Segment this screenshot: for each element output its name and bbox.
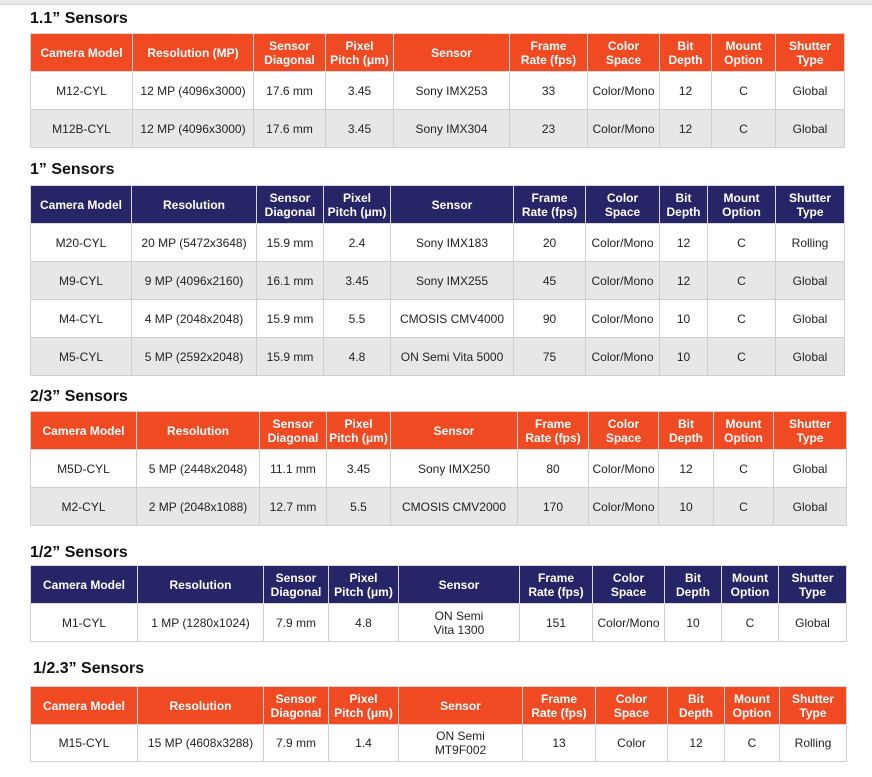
column-header: Pixel Pitch (μm) — [329, 687, 399, 725]
column-header: Resolution — [138, 687, 264, 725]
column-header: Sensor Diagonal — [260, 412, 327, 450]
column-header: Color Space — [588, 34, 660, 72]
column-header: Sensor Diagonal — [264, 687, 329, 725]
column-header: Color Space — [593, 566, 665, 604]
table-cell: 12 MP (4096x3000) — [133, 72, 254, 110]
table-cell: Color/Mono — [586, 224, 660, 262]
table-header-row — [31, 186, 845, 224]
table-cell: 10 — [665, 604, 722, 642]
table-cell: 12 MP (4096x3000) — [133, 110, 254, 148]
section-title-1-1-inch: 1.1” Sensors — [30, 10, 128, 27]
column-header: Shutter Type — [776, 34, 845, 72]
column-header: Sensor — [399, 566, 520, 604]
table-cell: ON Semi MT9F002 — [399, 725, 523, 762]
table-cell: 20 MP (5472x3648) — [132, 224, 257, 262]
table-cell: 15.9 mm — [257, 224, 324, 262]
table-cell: Color/Mono — [588, 110, 660, 148]
column-header: Frame Rate (fps) — [510, 34, 588, 72]
column-header: Resolution — [137, 412, 260, 450]
column-header: Mount Option — [714, 412, 774, 450]
table-cell: 33 — [510, 72, 588, 110]
table-row — [31, 450, 847, 488]
column-header: Mount Option — [712, 34, 776, 72]
table-cell: 10 — [660, 300, 708, 338]
section-title-1-inch: 1” Sensors — [30, 161, 115, 178]
column-header: Pixel Pitch (μm) — [327, 412, 391, 450]
table-header-row — [31, 566, 847, 604]
column-header: Sensor — [394, 34, 510, 72]
table-cell: 7.9 mm — [264, 604, 329, 642]
table-row — [31, 110, 845, 148]
table-cell: 90 — [514, 300, 586, 338]
column-header: Camera Model — [31, 566, 138, 604]
table-cell: C — [714, 488, 774, 526]
table-cell: C — [712, 72, 776, 110]
table-cell: 3.45 — [326, 72, 394, 110]
table-cell: 12 — [660, 110, 712, 148]
table-cell: Color/Mono — [593, 604, 665, 642]
table-cell: 4.8 — [329, 604, 399, 642]
column-header: Frame Rate (fps) — [518, 412, 589, 450]
sensor-table-1-2-3-inch — [30, 686, 847, 762]
table-header-row — [31, 687, 847, 725]
table-cell: ON Semi Vita 1300 — [399, 604, 520, 642]
table-cell: Global — [776, 72, 845, 110]
sensor-table-1-2-inch — [30, 565, 847, 642]
table-cell: Global — [776, 262, 845, 300]
column-header: Mount Option — [722, 566, 779, 604]
column-header: Resolution — [132, 186, 257, 224]
table-cell: 15.9 mm — [257, 300, 324, 338]
table-cell: Color/Mono — [586, 300, 660, 338]
table-cell: Global — [774, 450, 847, 488]
table-cell: 1.4 — [329, 725, 399, 762]
column-header: Mount Option — [725, 687, 780, 725]
table-cell: 3.45 — [327, 450, 391, 488]
section-title-1-2-inch: 1/2” Sensors — [30, 544, 128, 561]
sensor-table-1-inch — [30, 185, 845, 376]
section-title-1-2-3-inch: 1/2.3” Sensors — [33, 660, 145, 677]
table-cell: 5.5 — [327, 488, 391, 526]
column-header: Resolution (MP) — [133, 34, 254, 72]
column-header: Pixel Pitch (μm) — [329, 566, 399, 604]
column-header: Bit Depth — [665, 566, 722, 604]
column-header: Shutter Type — [774, 412, 847, 450]
table-cell: 12 — [660, 72, 712, 110]
table-cell: 5 MP (2448x2048) — [137, 450, 260, 488]
table-cell: 10 — [660, 338, 708, 376]
table-cell: 12 — [668, 725, 725, 762]
column-header: Shutter Type — [779, 566, 847, 604]
table-row — [31, 725, 847, 762]
table-cell: 12 — [659, 450, 714, 488]
column-header: Pixel Pitch (μm) — [324, 186, 391, 224]
table-cell: Global — [774, 488, 847, 526]
column-header: Camera Model — [31, 34, 133, 72]
table-cell: 3.45 — [324, 262, 391, 300]
table-cell: C — [722, 604, 779, 642]
table-cell: 12 — [660, 262, 708, 300]
table-cell: Color/Mono — [589, 450, 659, 488]
table-cell: 16.1 mm — [257, 262, 324, 300]
table-cell: M12-CYL — [31, 72, 133, 110]
table-cell: M9-CYL — [31, 262, 132, 300]
column-header: Frame Rate (fps) — [520, 566, 593, 604]
table-cell: M5D-CYL — [31, 450, 137, 488]
column-header: Color Space — [586, 186, 660, 224]
column-header: Bit Depth — [660, 34, 712, 72]
table-cell: 80 — [518, 450, 589, 488]
column-header: Color Space — [589, 412, 659, 450]
table-row — [31, 262, 845, 300]
table-cell: Color/Mono — [586, 338, 660, 376]
table-cell: 13 — [523, 725, 596, 762]
table-cell: 5.5 — [324, 300, 391, 338]
table-cell: C — [708, 224, 776, 262]
table-cell: Color — [596, 725, 668, 762]
table-cell: Rolling — [780, 725, 847, 762]
table-cell: 45 — [514, 262, 586, 300]
table-cell: Sony IMX253 — [394, 72, 510, 110]
table-cell: 170 — [518, 488, 589, 526]
table-cell: M12B-CYL — [31, 110, 133, 148]
table-cell: 75 — [514, 338, 586, 376]
column-header: Camera Model — [31, 687, 138, 725]
column-header: Camera Model — [31, 412, 137, 450]
section-title-2-3-inch: 2/3” Sensors — [30, 388, 128, 405]
table-cell: 2.4 — [324, 224, 391, 262]
table-cell: M2-CYL — [31, 488, 137, 526]
table-cell: 1 MP (1280x1024) — [138, 604, 264, 642]
table-cell: M20-CYL — [31, 224, 132, 262]
column-header: Sensor — [399, 687, 523, 725]
table-cell: 3.45 — [326, 110, 394, 148]
column-header: Bit Depth — [668, 687, 725, 725]
table-cell: Sony IMX304 — [394, 110, 510, 148]
column-header: Color Space — [596, 687, 668, 725]
table-cell: Color/Mono — [586, 262, 660, 300]
table-cell: ON Semi Vita 5000 — [391, 338, 514, 376]
sensor-table-2-3-inch — [30, 411, 847, 526]
table-cell: M1-CYL — [31, 604, 138, 642]
table-row — [31, 300, 845, 338]
sensor-table-1-1-inch — [30, 33, 845, 148]
column-header: Shutter Type — [776, 186, 845, 224]
table-cell: 20 — [514, 224, 586, 262]
table-cell: Rolling — [776, 224, 845, 262]
table-cell: C — [725, 725, 780, 762]
table-cell: C — [708, 262, 776, 300]
column-header: Frame Rate (fps) — [514, 186, 586, 224]
table-cell: M5-CYL — [31, 338, 132, 376]
table-cell: Sony IMX255 — [391, 262, 514, 300]
table-cell: C — [708, 338, 776, 376]
column-header: Sensor Diagonal — [254, 34, 326, 72]
table-cell: Global — [776, 110, 845, 148]
table-cell: 15 MP (4608x3288) — [138, 725, 264, 762]
table-cell: C — [712, 110, 776, 148]
column-header: Mount Option — [708, 186, 776, 224]
column-header: Camera Model — [31, 186, 132, 224]
column-header: Resolution — [138, 566, 264, 604]
table-row — [31, 72, 845, 110]
table-cell: CMOSIS CMV2000 — [391, 488, 518, 526]
table-cell: 2 MP (2048x1088) — [137, 488, 260, 526]
table-row — [31, 338, 845, 376]
table-cell: 4 MP (2048x2048) — [132, 300, 257, 338]
column-header: Shutter Type — [780, 687, 847, 725]
column-header: Sensor Diagonal — [264, 566, 329, 604]
table-cell: Global — [776, 338, 845, 376]
table-cell: 4.8 — [324, 338, 391, 376]
table-cell: Sony IMX183 — [391, 224, 514, 262]
table-cell: 23 — [510, 110, 588, 148]
table-cell: 15.9 mm — [257, 338, 324, 376]
table-cell: Sony IMX250 — [391, 450, 518, 488]
table-cell: 10 — [659, 488, 714, 526]
column-header: Sensor Diagonal — [257, 186, 324, 224]
table-row — [31, 488, 847, 526]
table-cell: 12 — [660, 224, 708, 262]
table-header-row — [31, 34, 845, 72]
table-cell: 5 MP (2592x2048) — [132, 338, 257, 376]
table-cell: Global — [779, 604, 847, 642]
table-cell: M4-CYL — [31, 300, 132, 338]
table-cell: Global — [776, 300, 845, 338]
table-cell: CMOSIS CMV4000 — [391, 300, 514, 338]
table-cell: 7.9 mm — [264, 725, 329, 762]
column-header: Frame Rate (fps) — [523, 687, 596, 725]
column-header: Sensor — [391, 412, 518, 450]
column-header: Bit Depth — [660, 186, 708, 224]
table-cell: 12.7 mm — [260, 488, 327, 526]
column-header: Bit Depth — [659, 412, 714, 450]
table-cell: 17.6 mm — [254, 110, 326, 148]
table-row — [31, 224, 845, 262]
table-cell: Color/Mono — [589, 488, 659, 526]
table-cell: 151 — [520, 604, 593, 642]
table-cell: 17.6 mm — [254, 72, 326, 110]
table-cell: C — [708, 300, 776, 338]
column-header: Pixel Pitch (μm) — [326, 34, 394, 72]
table-cell: M15-CYL — [31, 725, 138, 762]
table-cell: C — [714, 450, 774, 488]
table-cell: 11.1 mm — [260, 450, 327, 488]
column-header: Sensor — [391, 186, 514, 224]
page-top-border — [0, 0, 872, 5]
table-cell: 9 MP (4096x2160) — [132, 262, 257, 300]
table-cell: Color/Mono — [588, 72, 660, 110]
table-row — [31, 604, 847, 642]
table-header-row — [31, 412, 847, 450]
